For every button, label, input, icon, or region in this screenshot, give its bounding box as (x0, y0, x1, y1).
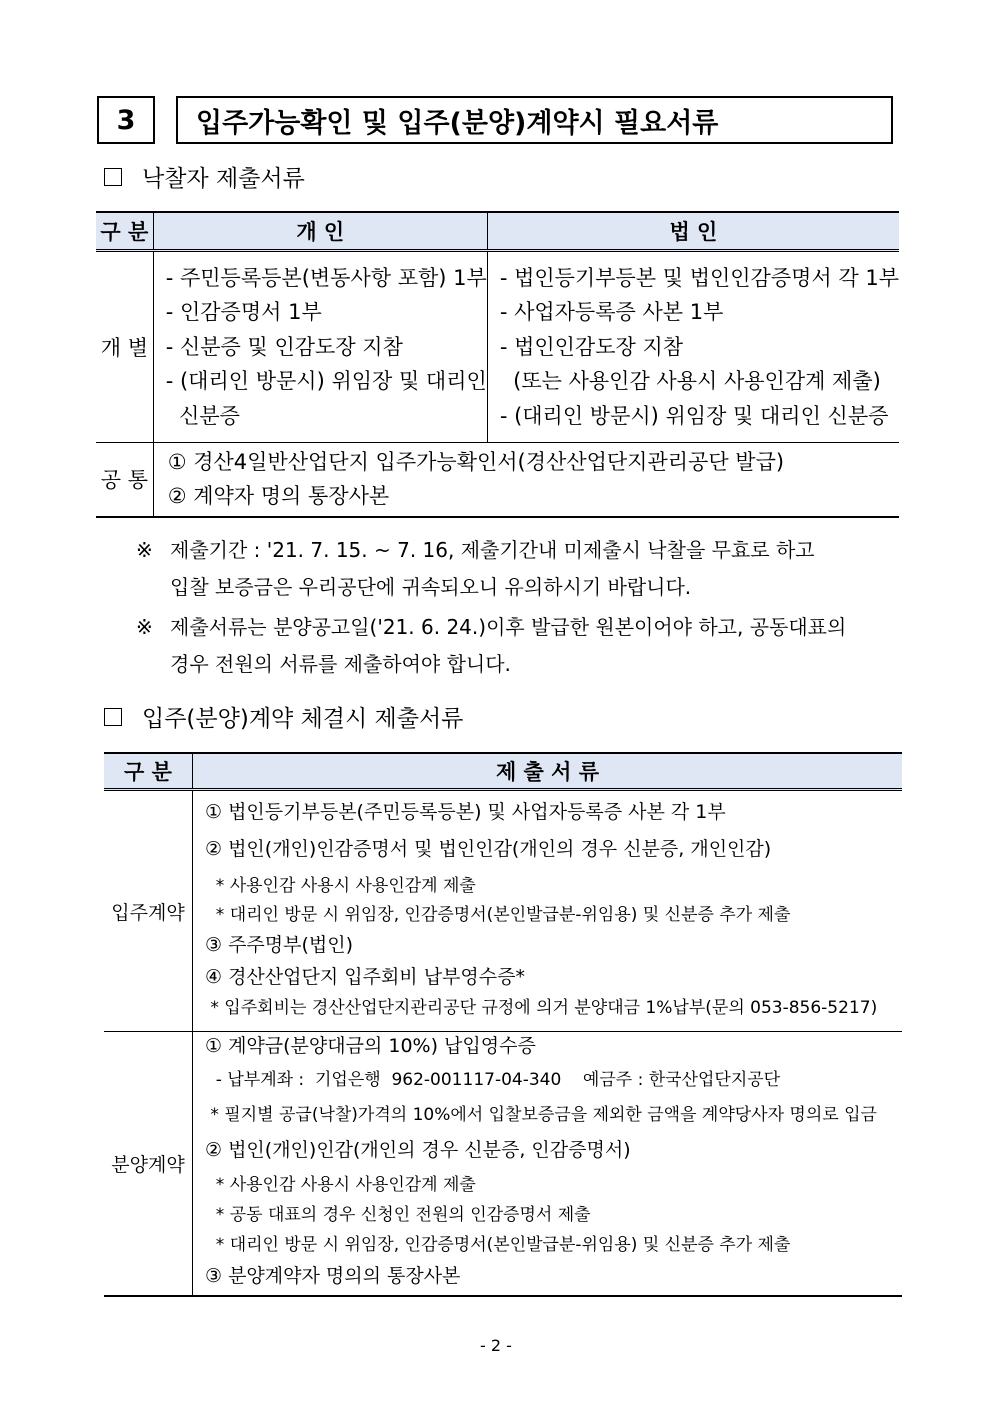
list-item: - (대리인 방문시) 위임장 및 대리인 (165, 369, 487, 394)
note-line: 제출기간 : '21. 7. 15. ~ 7. 16, 제출기간내 미제출시 낙찰을 무효로 하고 (170, 538, 815, 562)
individual-documents (153, 251, 487, 443)
list-item: - 납부계좌 : 기업은행 962-001117-04-340 예금주 : 한국산업단지공단 (205, 1070, 781, 1090)
list-item: * 대리인 방문 시 위임장, 인감증명서(본인발급분-위임용) 및 신분증 추가 제출 (205, 905, 791, 925)
list-item: ② 계약자 명의 통장사본 (167, 484, 390, 509)
header-category: 구 분 (104, 753, 193, 790)
note-line: 제출서류는 분양공고일('21. 6. 24.)이후 발급한 원본이어야 하고, 공동대표의 (170, 615, 847, 639)
bidder-heading-text: 낙찰자 제출서류 (142, 166, 305, 192)
list-item: ③ 주주명부(법인) (205, 934, 354, 956)
note-1 (136, 532, 896, 606)
header-category: 구 분 (96, 212, 153, 251)
reference-mark: ※ (136, 615, 153, 639)
row-label-individual: 개 별 (100, 336, 148, 360)
list-item: - (대리인 방문시) 위임장 및 대리인 신분증 (499, 403, 889, 428)
list-item: ① 계약금(분양대금의 10%) 납입영수증 (205, 1035, 536, 1057)
list-item: * 사용인감 사용시 사용인감계 제출 (205, 876, 476, 896)
list-item: ① 경산4일반산업단지 입주가능확인서(경산산업단지관리공단 발급) (167, 449, 785, 474)
list-item: - 법인등기부등본 및 법인인감증명서 각 1부 (499, 265, 899, 290)
list-item: ③ 분양계약자 명의의 통장사본 (205, 1265, 461, 1287)
sale-documents (193, 1032, 903, 1296)
header-documents: 제 출 서 류 (193, 753, 903, 790)
row-label-move-in: 입주계약 (111, 901, 185, 924)
checkbox-square-icon (104, 708, 122, 726)
bidder-documents-table (96, 211, 899, 518)
checkbox-square-icon (104, 168, 122, 186)
list-item: * 필지별 공급(낙찰)가격의 10%에서 입찰보증금을 제외한 금액을 계약당사자 명의로 입금 (205, 1105, 877, 1125)
note-line: 입찰 보증금은 우리공단에 귀속되오니 유의하시기 바랍니다. (170, 575, 692, 599)
contract-heading (104, 700, 463, 733)
list-item: * 대리인 방문 시 위임장, 인감증명서(본인발급분-위임용) 및 신분증 추가 제출 (205, 1235, 791, 1255)
note-2 (136, 609, 896, 683)
list-item: ② 법인(개인)인감증명서 및 법인인감(개인의 경우 신분증, 개인인감) (205, 838, 772, 860)
note-line: 경우 전원의 서류를 제출하여야 합니다. (170, 652, 511, 676)
list-item: - 주민등록등본(변동사항 포함) 1부 (165, 265, 487, 290)
contract-documents-table (104, 752, 902, 1297)
page-number: - 2 - (480, 1336, 512, 1355)
list-item: ② 법인(개인)인감(개인의 경우 신분증, 인감증명서) (205, 1139, 631, 1161)
list-item: 신분증 (165, 403, 240, 428)
list-item: ① 법인등기부등본(주민등록등본) 및 사업자등록증 사본 각 1부 (205, 801, 726, 823)
row-label-common: 공 통 (100, 468, 148, 493)
corporate-documents (487, 251, 899, 443)
section-title: 입주가능확인 및 입주(분양)계약시 필요서류 (176, 96, 893, 144)
header-individual: 개 인 (153, 212, 487, 251)
common-documents (153, 443, 899, 517)
list-item: * 사용인감 사용시 사용인감계 제출 (205, 1175, 476, 1195)
bidder-heading (104, 160, 305, 193)
move-in-documents (193, 790, 903, 1032)
list-item: * 공동 대표의 경우 신청인 전원의 인감증명서 제출 (205, 1205, 591, 1225)
row-label-sale: 분양계약 (111, 1153, 185, 1176)
list-item: * 입주회비는 경산산업단지관리공단 규정에 의거 분양대금 1%납부(문의 053-856-5217) (205, 998, 878, 1018)
contract-heading-text: 입주(분양)계약 체결시 제출서류 (142, 706, 464, 732)
list-item: (또는 사용인감 사용시 사용인감계 제출) (499, 369, 881, 394)
list-item: ④ 경산산업단지 입주회비 납부영수증* (205, 966, 525, 988)
list-item: - 사업자등록증 사본 1부 (499, 300, 724, 325)
list-item: - 법인인감도장 지참 (499, 334, 684, 359)
header-corporate: 법 인 (487, 212, 899, 251)
list-item: - 신분증 및 인감도장 지참 (165, 334, 403, 359)
list-item: - 인감증명서 1부 (165, 300, 322, 325)
reference-mark: ※ (136, 538, 153, 562)
section-number: 3 (97, 96, 155, 144)
